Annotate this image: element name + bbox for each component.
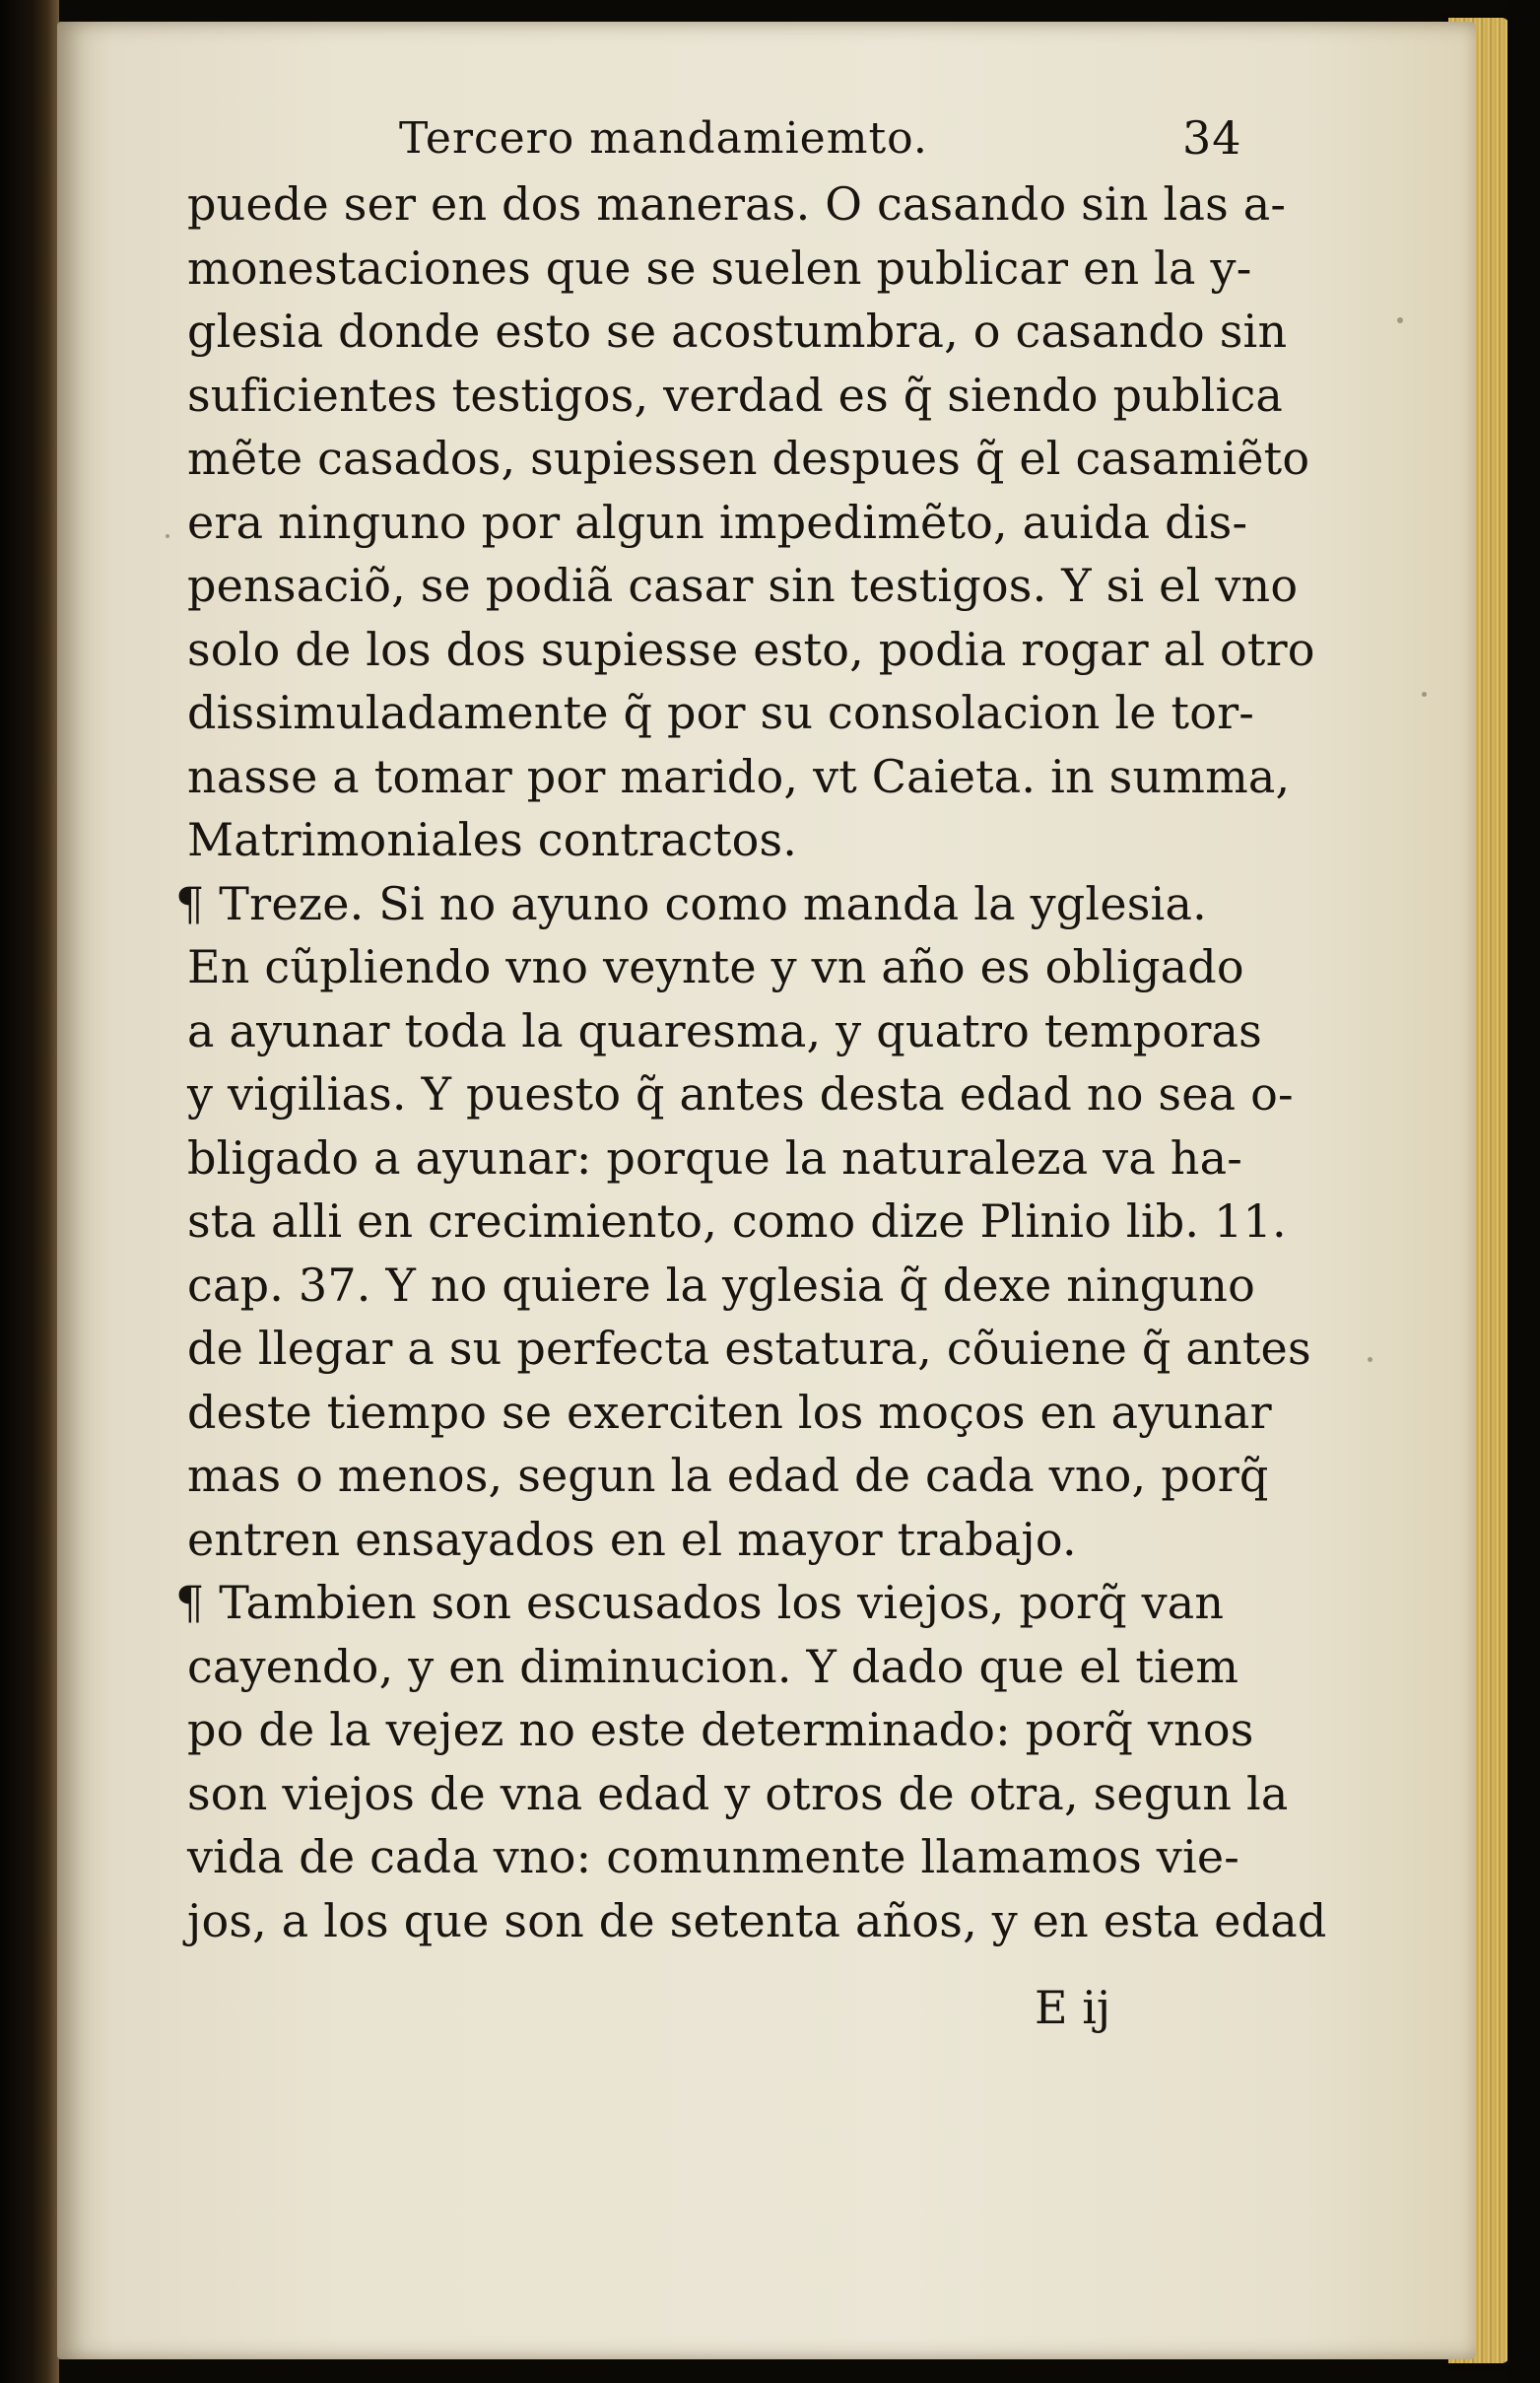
text-line: entren ensayados en el mayor trabajo. — [187, 1512, 1077, 1566]
text-line: sta alli en crecimiento, como dize Plinio lib. 11. — [187, 1194, 1287, 1248]
text-line: puede ser en dos maneras. O casando sin las a- — [187, 177, 1287, 231]
text-line: En cũpliendo vno veynte y vn año es obligado — [187, 940, 1244, 993]
text-line: jos, a los que son de setenta años, y en esta edad — [187, 1893, 1327, 1947]
running-title: Tercero mandamiemto. — [399, 113, 928, 164]
text-line: monestaciones que se suelen publicar en la y- — [187, 240, 1252, 295]
text-line: solo de los dos supiesse esto, podia rogar al otro — [187, 622, 1315, 676]
body-text — [175, 172, 1345, 1952]
running-head — [187, 103, 1345, 172]
text-line: nasse a tomar por marido, vt Caieta. in summa, — [187, 749, 1291, 803]
text-line: mẽte casados, supiessen despues q̃ el casamiẽto — [187, 432, 1310, 485]
paragraph-start-line: ¶ Tambien son escusados los viejos, porq̃ van — [175, 1576, 1225, 1629]
signature-mark: E ij — [1035, 1981, 1111, 2034]
paragraph-start-line: ¶ Treze. Si no ayuno como manda la yglesia. — [175, 876, 1207, 930]
text-line: vida de cada vno: comunmente llamamos vie- — [187, 1830, 1240, 1883]
text-line: y vigilias. Y puesto q̃ antes desta edad no sea o- — [187, 1067, 1294, 1121]
text-line: glesia donde esto se acostumbra, o casando sin — [187, 305, 1288, 358]
text-line: deste tiempo se exerciten los moços en ayunar — [187, 1385, 1272, 1439]
text-line: a ayunar toda la quaresma, y quatro temporas — [187, 1003, 1262, 1057]
text-line: cayendo, y en diminucion. Y dado que el tiem — [187, 1639, 1239, 1693]
book-binding-edge — [0, 0, 59, 2383]
page-text-block — [175, 103, 1345, 1952]
text-line: pensaciõ, se podiã casar sin testigos. Y si el vno — [187, 559, 1299, 612]
text-line: dissimuladamente q̃ por su consolacion le tor- — [187, 686, 1255, 739]
paper-speck — [166, 534, 169, 538]
paper-speck — [1368, 1357, 1373, 1362]
text-line: cap. 37. Y no quiere la yglesia q̃ dexe ninguno — [187, 1258, 1256, 1312]
text-line: Matrimoniales contractos. — [187, 813, 798, 866]
text-line: po de la vejez no este determinado: porq̃ vnos — [187, 1703, 1254, 1756]
text-line: era ninguno por algun impedimẽto, auida dis- — [187, 495, 1248, 549]
paper-speck — [1397, 317, 1403, 323]
background-right — [1507, 0, 1540, 2383]
text-line: mas o menos, segun la edad de cada vno, porq̃ — [187, 1449, 1269, 1502]
text-line: son viejos de vna edad y otros de otra, segun la — [187, 1766, 1289, 1820]
text-line: de llegar a su perfecta estatura, cõuiene q̃ antes — [187, 1322, 1311, 1375]
folio-number: 34 — [1182, 111, 1242, 165]
text-line: suficientes testigos, verdad es q̃ siendo publica — [187, 368, 1284, 422]
paper-speck — [1422, 692, 1427, 697]
text-line: bligado a ayunar: porque la naturaleza va ha- — [187, 1130, 1242, 1185]
